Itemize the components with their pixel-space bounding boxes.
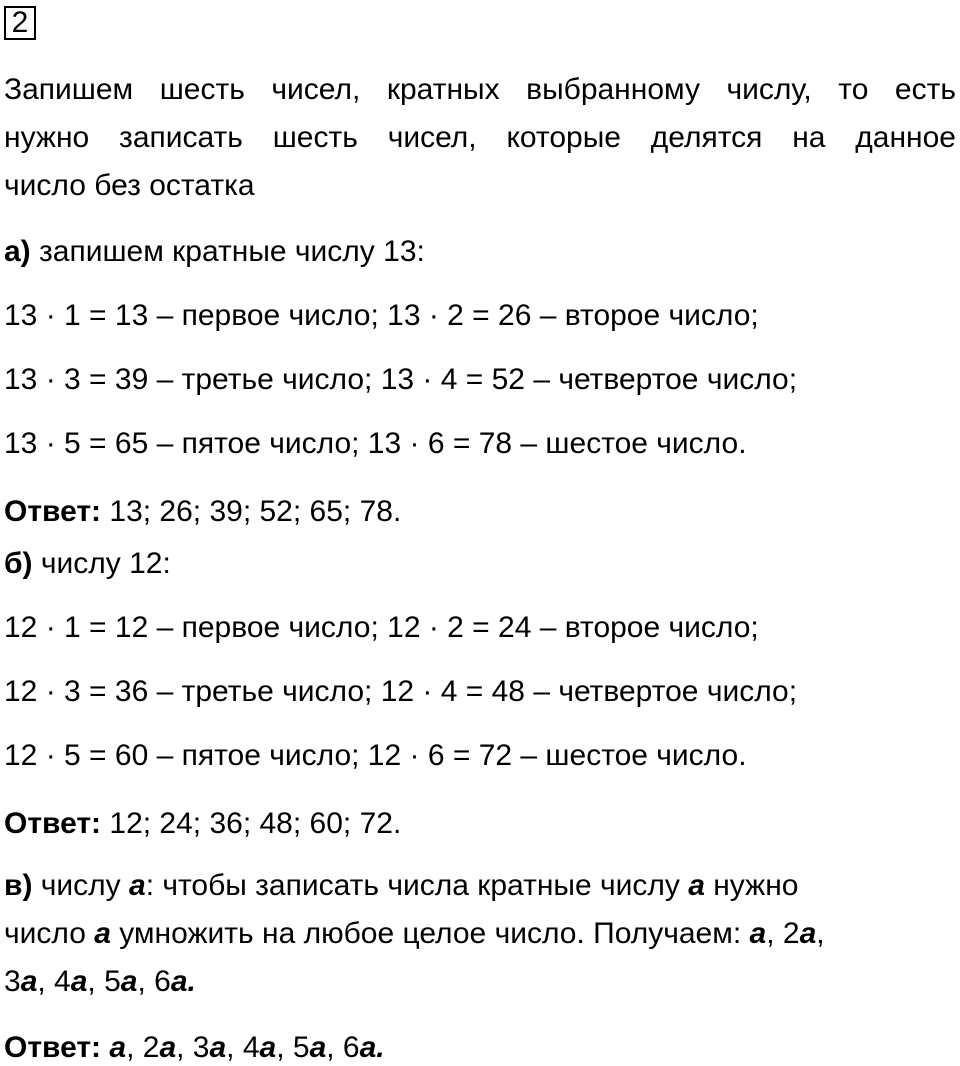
variable-a: a [94, 917, 111, 950]
part-a-line-3: 13 · 5 = 65 – пятое число; 13 · 6 = 78 – шестое число. [4, 427, 747, 460]
part-c-answer-text: , 3 [176, 1031, 210, 1064]
part-c-answer-label: Ответ: [4, 1031, 102, 1064]
part-c-text: 3 [4, 965, 21, 998]
part-c-text: , 2 [766, 917, 800, 950]
part-c-text: , 5 [87, 965, 121, 998]
part-c-text: нужно [704, 869, 799, 902]
part-b-line-1: 12 · 1 = 12 – первое число; 12 · 2 = 24 – второе число; [4, 611, 759, 644]
part-b-heading [4, 546, 171, 582]
variable-a: a [70, 965, 88, 998]
part-a-answer-text: 13; 26; 39; 52; 65; 78. [101, 495, 402, 528]
part-c-text: : чтобы записать числа кратные числу [145, 869, 689, 902]
variable-a: a [20, 965, 38, 998]
part-c-text: умножить на любое целое число. Получаем: [110, 917, 750, 950]
variable-a: a. [359, 1031, 385, 1064]
variable-a: a [749, 917, 767, 950]
part-c-label: в) [4, 869, 33, 902]
part-c-answer-text: , 6 [326, 1031, 360, 1064]
part-b-label: б) [4, 547, 33, 580]
variable-a: a [159, 1031, 177, 1064]
part-b-answer-label: Ответ: [4, 807, 102, 840]
variable-a: a [688, 869, 705, 902]
part-c-line-2 [4, 916, 825, 952]
part-c-answer [4, 1030, 385, 1066]
variable-a: a [309, 1031, 327, 1064]
variable-a: a [209, 1031, 227, 1064]
part-b-line-2: 12 · 3 = 36 – третье число; 12 · 4 = 48 – четвертое число; [4, 675, 798, 708]
part-b-line-3: 12 · 5 = 60 – пятое число; 12 · 6 = 72 – шестое число. [4, 739, 747, 772]
part-c-text: , 4 [37, 965, 71, 998]
variable-a: a [129, 869, 146, 902]
variable-a: a. [170, 965, 196, 998]
part-a-label: а) [4, 235, 31, 268]
part-a-line-2: 13 · 3 = 39 – третье число; 13 · 4 = 52 – четвертое число; [4, 363, 798, 396]
part-c-line-1 [4, 868, 798, 904]
part-c-answer-text: , 5 [276, 1031, 310, 1064]
part-c-text: число [4, 917, 95, 950]
intro-line-1: Запишем шесть чисел, кратных выбранному числу, то есть [4, 73, 956, 106]
part-a-answer [4, 494, 401, 530]
part-a-heading-text: запишем кратные числу 13: [30, 235, 425, 268]
part-c-answer-text: , 2 [126, 1031, 160, 1064]
part-b-answer [4, 806, 401, 842]
variable-a: a [109, 1031, 127, 1064]
part-a-answer-label: Ответ: [4, 495, 102, 528]
part-b-answer-text: 12; 24; 36; 48; 60; 72. [101, 807, 402, 840]
intro-line-2: нужно записать шесть чисел, которые делятся на данное [4, 121, 956, 154]
part-b-heading-text: числу 12: [32, 547, 171, 580]
part-c-answer-text: , 4 [226, 1031, 260, 1064]
part-a-heading [4, 234, 425, 270]
part-a-line-1: 13 · 1 = 13 – первое число; 13 · 2 = 26 – второе число; [4, 299, 759, 332]
variable-a: a [120, 965, 138, 998]
variable-a: a [259, 1031, 277, 1064]
task-number-box: 2 [4, 6, 36, 40]
part-c-text: , [816, 917, 825, 950]
part-c-line-3 [4, 964, 196, 1000]
intro-line-3: число без остатка [4, 169, 255, 202]
variable-a: a [799, 917, 817, 950]
part-c-text: числу [32, 869, 129, 902]
part-c-text: , 6 [137, 965, 171, 998]
